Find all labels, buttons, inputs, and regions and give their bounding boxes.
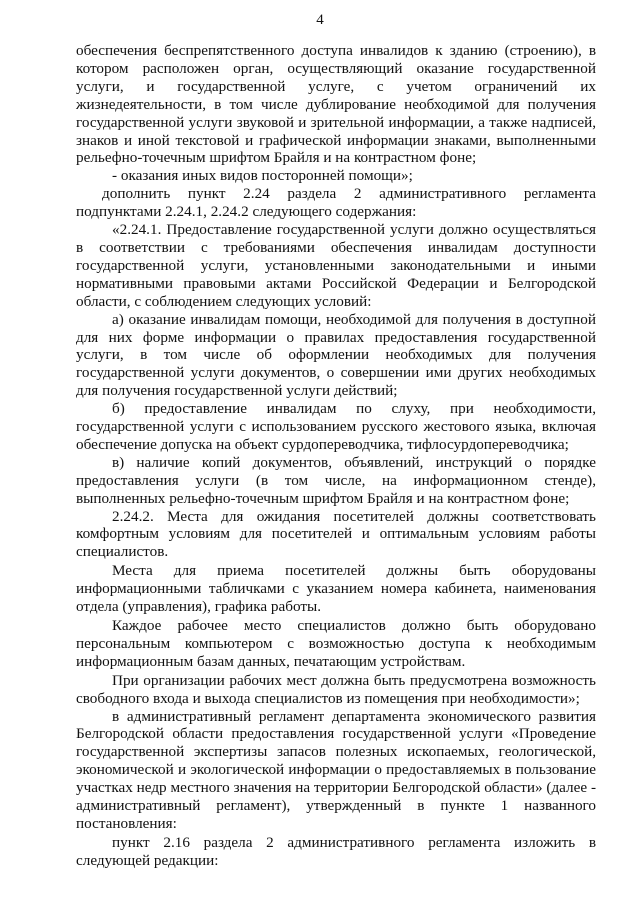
document-body	[76, 42, 596, 870]
paragraph-2-24-2: 2.24.2. Места для ожидания посетителей должны соответствовать комфортным условиям для посетителей и оптимальным условиям работы специалистов.	[76, 507, 596, 561]
page-number: 4	[316, 12, 324, 28]
paragraph-reception-places: Места для приема посетителей должны быть оборудованы информационными табличками с указанием номера кабинета, наименования отдела (управления), графика работы.	[76, 562, 596, 616]
paragraph-amend-2-16: пункт 2.16 раздела 2 административного регламента изложить в следующей редакции:	[76, 833, 596, 869]
paragraph-access-conditions: обеспечения беспрепятственного доступа инвалидов к зданию (строению), в котором расположен орган, осуществляющий оказание государственной услуги, и государственной услуге, с учетом ограничений их жизнедеятельности, в том числе дублирование необходимой для получения государственной услуги звуковой и зрительной информации, а также надписей, знаков и иной текстовой и графической информации знаками, выполненными рельефно-точечным шрифтом Брайля и на контрастном фоне;	[76, 42, 596, 167]
paragraph-2-24-1: «2.24.1. Предоставление государственной услуги должно осуществляться в соответствии с требованиями обеспечения инвалидам доступности государственной услуги, установленными законодательными и иными нормативными правовыми актами Российской Федерации и Белгородской области, с соблюдением следующих условий:	[76, 221, 596, 310]
paragraph-item-b: б) предоставление инвалидам по слуху, при необходимости, государственной услуги с использованием русского жестового языка, включая обеспечение допуска на объект сурдопереводчика, тифлосурдопереводчика;	[76, 400, 596, 453]
paragraph-amend-2-24: дополнить пункт 2.24 раздела 2 административного регламента подпунктами 2.24.1, 2.24.2 следующего содержания:	[76, 185, 596, 221]
paragraph-other-assistance: - оказания иных видов посторонней помощи»;	[112, 167, 413, 185]
paragraph-workplace-organization: При организации рабочих мест должна быть предусмотрена возможность свободного входа и выхода специалистов из помещения при необходимости»;	[76, 671, 596, 707]
paragraph-regulation-amendment: в административный регламент департамента экономического развития Белгородской области предоставления государственной услуги «Проведение государственной экспертизы запасов полезных ископаемых, геологической, экономической и экологической информации о предоставляемых в пользование участках недр местного значения на территории Белгородской области» (далее - административный регламент), утвержденный в пункте 1 названного постановления:	[76, 707, 596, 832]
paragraph-item-c: в) наличие копий документов, объявлений, инструкций о порядке предоставления услуги (в том числе, на информационном стенде), выполненных рельефно-точечным шрифтом Брайля и на контрастном фоне;	[76, 453, 596, 507]
paragraph-workplace: Каждое рабочее место специалистов должно быть оборудовано персональным компьютером с возможностью доступа к необходимым информационным базам данных, печатающим устройствам.	[76, 617, 596, 670]
paragraph-item-a: а) оказание инвалидам помощи, необходимой для получения в доступной для них форме информации о правилах предоставления государственной услуги, в том числе об оформлении необходимых для получения государственной услуги документов, о совершении ими других необходимых для получения государственной услуги действий;	[76, 310, 596, 400]
